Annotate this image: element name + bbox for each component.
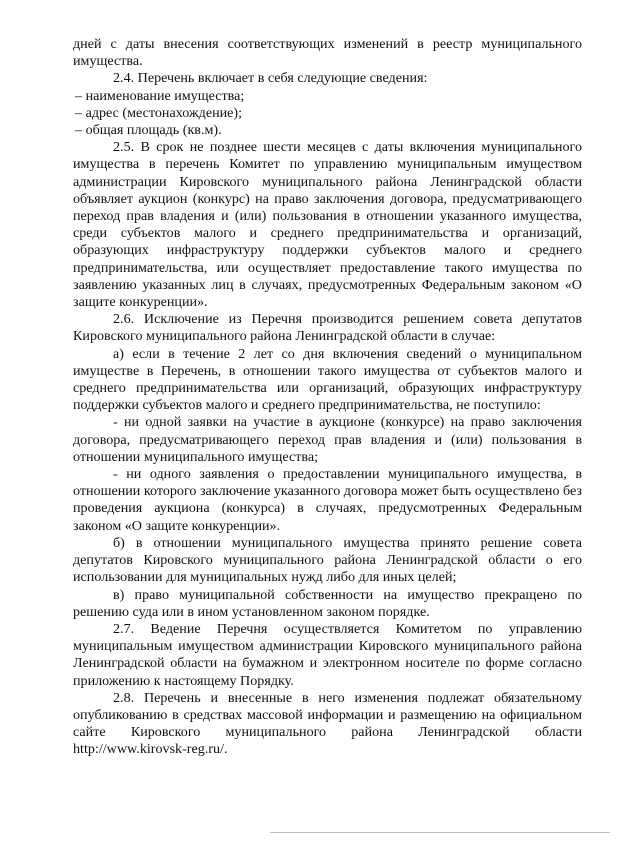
scan-edge-line [270,832,610,833]
list-item-name: – наименование имущества; [75,87,245,104]
paragraph-2-6-a-2: - ни одного заявления о предоставлении муниципального имущества, в отношении которого заключение указанного договора может быть осуществлено без проведения аукциона (конкурса) в случаях, предусмотренных Федеральным законом «О защите конкуренции». [73,466,582,534]
paragraph-2-6: 2.6. Исключение из Перечня производится решением совета депутатов Кировского муниципального района Ленинградской области в случае: [73,311,582,345]
document-page [73,36,582,759]
paragraph-2-6-b: б) в отношении муниципального имущества принято решение совета депутатов Кировского муниципального района Ленинградской области о его использовании для муниципальных нужд либо для иных целей; [73,534,582,586]
paragraph-2-6-v: в) право муниципальной собственности на имущество прекращено по решению суда или в ином установленном законом порядке. [73,586,582,620]
list-item-area: – общая площадь (кв.м). [75,122,222,139]
paragraph-2-8: 2.8. Перечень и внесенные в него изменения подлежат обязательному опубликованию в средствах массовой информации и размещению на официальном сайте Кировского муниципального района Ленинградской области http://www.kirovsk-reg.ru/. [73,689,582,758]
paragraph-continuation: дней с даты внесения соответствующих изменений в реестр муниципального имущества. [73,36,582,70]
paragraph-2-6-a: а) если в течение 2 лет со дня включения сведений о муниципальном имуществе в Перечень, в отношении такого имущества от субъектов малого и среднего предпринимательства или организаций, образующих инфраструктуру поддержки субъектов малого и среднего предпринимательства, не поступило: [73,345,582,414]
list-item-address: – адрес (местонахождение); [75,104,243,121]
paragraph-2-4: 2.4. Перечень включает в себя следующие сведения: [113,70,428,87]
paragraph-2-5: 2.5. В срок не позднее шести месяцев с даты включения муниципального имущества в перечень Комитет по управлению муниципальным имуществом администрации Кировского муниципального района Ленинградской области объявляет аукцион (конкурс) на право заключения договора, предусматривающего переход прав владения и (или) пользования в отношении указанного имущества, среди субъектов малого и среднего предпринимательства и организаций, образующих инфраструктуру поддержки субъектов малого и среднего предпринимательства, или осуществляет предоставление такого имущества по заявлению указанных лиц в случаях, предусмотренных Федеральным законом «О защите конкуренции». [73,139,582,311]
paragraph-2-6-a-1: - ни одной заявки на участие в аукционе (конкурсе) на право заключения договора, предусматривающего переход прав владения и (или) пользования в отношении муниципального имущества; [73,414,582,465]
paragraph-2-7: 2.7. Ведение Перечня осуществляется Комитетом по управлению муниципальным имуществом администрации Кировского муниципального района Ленинградской области на бумажном и электронном носителе по форме согласно приложению к настоящему Порядку. [73,620,582,689]
